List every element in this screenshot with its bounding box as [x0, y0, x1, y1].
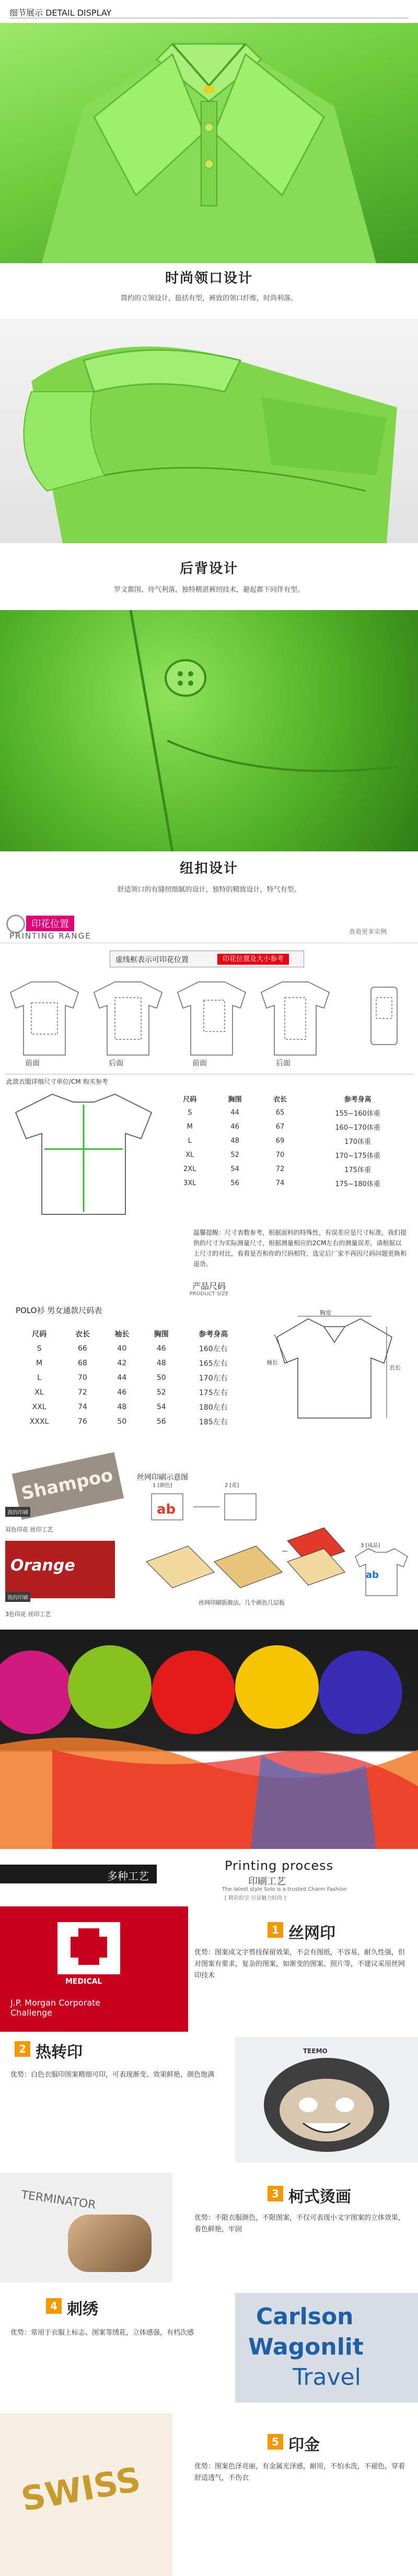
size-label	[217, 953, 289, 963]
col-header: 衣长	[273, 1096, 287, 1104]
orange-caption: 3色印花 丝印工艺	[5, 1611, 51, 1618]
cell: 155~160体重	[335, 1110, 380, 1118]
print-legend-bar	[110, 951, 304, 967]
col-header: 胸围	[228, 1096, 242, 1104]
table-row	[167, 1148, 413, 1162]
view-label-2: 后面	[109, 1059, 123, 1068]
cell: 180左右	[199, 1403, 228, 1412]
process-2-desc: 优势：白色衣服印图案精细可印，可表现渐变、效果鲜艳，颜色饱满	[10, 2071, 215, 2079]
col-header: 袖长	[114, 1330, 130, 1339]
p-logo-icon	[6, 915, 25, 933]
silk-title: 丝网印刷示意图	[137, 1473, 188, 1482]
orange-tag: 我的印刷	[5, 1592, 30, 1602]
back-photo	[0, 319, 418, 543]
cell: 3XL	[183, 1179, 196, 1187]
cell: 48	[156, 1359, 166, 1367]
cell: 74	[77, 1403, 87, 1411]
orange-sample	[5, 1541, 115, 1598]
header-title: 细节展示 DETAIL DISPLAY	[9, 8, 112, 18]
cell: 52	[156, 1388, 166, 1397]
table-header-row	[16, 1327, 246, 1341]
shampoo-caption: 双色印花 丝印工艺	[5, 1526, 53, 1533]
cell: 70	[275, 1151, 285, 1159]
table-row	[16, 1400, 246, 1414]
cell: 70	[77, 1374, 87, 1382]
teemo-illustration	[235, 2037, 418, 2162]
cell: 170~175体重	[335, 1152, 380, 1160]
cell: L	[37, 1374, 41, 1382]
cell: 50	[156, 1374, 166, 1382]
process-1-title: 丝网印	[288, 1924, 335, 1942]
cell: 48	[117, 1403, 127, 1411]
col-header: 参考身高	[199, 1330, 228, 1339]
collar-shirt-illustration	[0, 23, 418, 263]
cell: 175体重	[344, 1166, 371, 1174]
silk-note: 丝网印刷版做法，几个颜色几层板	[199, 1599, 285, 1606]
cell: XL	[34, 1388, 44, 1397]
cell: 76	[77, 1418, 87, 1426]
cell: 40	[117, 1344, 127, 1353]
table-row	[167, 1176, 413, 1190]
cell: 68	[77, 1359, 87, 1367]
shampoo-text: Shampoo	[19, 1465, 115, 1505]
size-ref-table	[167, 1092, 413, 1190]
swiss-sample	[0, 2413, 172, 2576]
cell: L	[188, 1137, 192, 1145]
process-4-desc: 优势：常用于衣服上标志、图案等绣花，立体感强，有档次感	[10, 2329, 194, 2337]
col-header: 衣长	[75, 1330, 90, 1339]
cell: 74	[275, 1179, 285, 1187]
tshirt-measure-diagram	[5, 1086, 162, 1222]
cell: 44	[117, 1374, 127, 1382]
jpmorgan-text: J.P. Morgan Corporate Challenge	[10, 1998, 101, 2018]
cell: 46	[156, 1344, 166, 1353]
silk-label-2: 2 [花]	[225, 1483, 239, 1489]
table-row	[16, 1356, 246, 1371]
view-label-4: 后面	[276, 1059, 291, 1068]
button-caption: 纽扣设计	[179, 861, 238, 876]
col-header: 尺码	[32, 1330, 47, 1339]
cross-h	[71, 1937, 107, 1958]
size-table-title: POLO衫 男女通款尺码表	[16, 1306, 102, 1315]
print-range-header	[0, 911, 418, 943]
view-label-3: 前面	[192, 1059, 207, 1068]
process-left-label: 多种工艺	[107, 1870, 149, 1882]
button-closeup-illustration	[0, 610, 418, 851]
process-5-title: 印金	[288, 2436, 320, 2454]
cell: 72	[77, 1388, 87, 1397]
table-row	[167, 1120, 413, 1134]
cell: 46	[117, 1388, 127, 1397]
process-tagline2: [ 精彩纷呈 尽显魅力时尚 ]	[225, 1895, 286, 1901]
cell: 175左右	[199, 1389, 228, 1397]
orange-text: Orange	[10, 1556, 75, 1575]
process-3-badge: 3	[268, 2186, 283, 2202]
process-2-title: 热转印	[36, 2043, 83, 2062]
process-title-en: Printing process	[225, 1858, 334, 1873]
size-label-text: 印花位置及大小参考	[217, 954, 289, 965]
table-row	[167, 1134, 413, 1148]
cell: 52	[230, 1151, 239, 1159]
teemo-text: TEEMO	[303, 2047, 328, 2055]
collar-desc: 简约的立领设计，挺括有型，裤致的领口纤维，时尚利落。	[120, 295, 297, 302]
process-5-desc: 优势：图案色泽亮丽，有金属光泽感，耐用，不怕水洗，不褪色，穿着舒适透气，不伤衣	[194, 2463, 405, 2482]
carlson-line3: Travel	[293, 2364, 361, 2391]
cell: 67	[275, 1123, 285, 1131]
cell: 69	[275, 1137, 285, 1145]
col-header: 尺码	[183, 1096, 197, 1104]
swiss-text: SWISS	[18, 2460, 144, 2520]
process-5-badge: 5	[268, 2434, 283, 2450]
size-note: 温馨提醒：尺寸表数参考，根据面料的特殊性，有误差应是尺寸标准，我们提供的尺寸为实际测量尺寸，根据测量相应的2CM左右的测量误差，请根据以上尺寸的对比，看看是否和你的尺码相符，选定后厂家不再因尺码问题更换和退货。	[193, 1229, 407, 1268]
cell: XL	[185, 1151, 194, 1159]
collar-photo	[0, 23, 418, 263]
cell: M	[187, 1123, 193, 1131]
cell: 54	[230, 1165, 239, 1173]
cell: S	[188, 1109, 192, 1117]
paint-splash-illustration	[0, 1630, 418, 1849]
dashed-label: 虚线框表示可印花位置	[115, 956, 189, 964]
cell: 170左右	[199, 1374, 228, 1383]
button-desc: 舒适领口的有缝纫细腻的设计，独特的精致设计，特气有型。	[117, 886, 301, 894]
product-size-table	[16, 1327, 246, 1429]
carlson-line1: Carlson	[256, 2303, 354, 2330]
terminator-text: TERMINATOR	[20, 2188, 97, 2212]
print-range-subtitle: PRINTING RANGE	[9, 931, 91, 941]
silk-logo-1: ab	[157, 1502, 176, 1517]
cell: 72	[275, 1165, 285, 1173]
product-size-title: 产品尺码	[192, 1281, 226, 1291]
terminator-face	[68, 2215, 152, 2272]
back-desc: 罗文都围、待气利落，独特精湛裤纫技术，避起都下同伴有型。	[113, 586, 304, 594]
size-intro: 此款衣服详细尺寸单位/CM 购买参考	[6, 1078, 108, 1085]
silk-label-1: 1 [颜色]	[153, 1483, 172, 1489]
table-row	[16, 1385, 246, 1400]
more-examples-link[interactable]: 查看更多实例	[349, 928, 387, 935]
cell: 185左右	[199, 1418, 228, 1426]
cell: 170体重	[344, 1138, 371, 1146]
medical-text: MEDICAL	[65, 1977, 102, 1986]
cell: XXXL	[29, 1418, 49, 1426]
diagram-label-chest: 胸宽	[320, 1309, 331, 1316]
cell: 160左右	[199, 1345, 228, 1353]
medical-sample	[0, 1906, 188, 2032]
cell: 46	[230, 1123, 239, 1131]
product-size-subtitle: PRODUCT SIZE	[189, 1291, 229, 1297]
cell: 42	[117, 1359, 127, 1367]
process-left-bar	[0, 1865, 157, 1883]
samples-left	[0, 1457, 125, 1624]
cell: 44	[230, 1109, 239, 1117]
terminator-sample	[0, 2173, 172, 2282]
cell: 2XL	[183, 1165, 196, 1173]
cell: M	[36, 1359, 43, 1367]
cell: 165左右	[199, 1360, 228, 1368]
process-1-desc: 优势：图案成文字剪技保留效果，不会有图纸，不容易，耐久性强，但对图案有要求，复杂的图案，如渐变的图案、照片等，不建议采用丝网印技术	[194, 1949, 405, 1980]
table-header-row	[167, 1092, 413, 1106]
cell: XXL	[32, 1403, 47, 1411]
table-row	[16, 1371, 246, 1385]
process-tagline: The latest style Solo is a trusted Charm Fashion	[222, 1887, 347, 1892]
carlson-sample	[235, 2293, 418, 2403]
process-title-cn: 印刷工艺	[248, 1876, 286, 1887]
table-row	[167, 1106, 413, 1120]
cell: 65	[275, 1109, 285, 1117]
process-4-badge: 4	[46, 2298, 62, 2314]
view-label-1: 前面	[25, 1059, 40, 1068]
back-caption: 后背设计	[179, 561, 238, 577]
diagram-label-length: 衣长	[389, 1364, 401, 1371]
print-range-title: 印花位置	[26, 916, 74, 931]
table-row	[16, 1414, 246, 1429]
cell: 50	[117, 1418, 127, 1426]
table-row	[167, 1162, 413, 1176]
paint-banner	[0, 1630, 418, 1849]
cell: S	[37, 1344, 42, 1353]
process-header	[0, 1854, 418, 1900]
cell: 48	[230, 1137, 239, 1145]
cell: 56	[230, 1179, 239, 1187]
process-4-title: 刺绣	[67, 2300, 98, 2319]
collar-caption: 时尚领口设计	[165, 271, 253, 286]
process-3-title: 柯式烫画	[288, 2188, 351, 2206]
button-photo	[0, 610, 418, 851]
diagram-label-sleeve: 袖长	[266, 1359, 278, 1366]
cell: 54	[156, 1403, 166, 1411]
cell: 160~170体重	[335, 1124, 380, 1132]
cell: 175~180体重	[335, 1180, 380, 1188]
table-row	[16, 1341, 246, 1356]
teemo-sample	[235, 2037, 418, 2162]
shampoo-tag: 我的印刷	[5, 1507, 30, 1517]
print-views-diagram	[5, 971, 413, 1068]
medical-cross-panel	[57, 1922, 120, 1974]
process-1-badge: 1	[268, 1922, 283, 1938]
carlson-line2: Wagonlit	[248, 2334, 364, 2360]
col-header: 参考身高	[344, 1096, 371, 1104]
silk-label-3: 3 [成品]	[361, 1543, 380, 1549]
col-header: 胸围	[154, 1330, 169, 1339]
process-3-desc: 优势：不限衣服颜色，不限图案，不仅可表现小文字图案的立体效果，着色鲜艳，牢固	[194, 2214, 405, 2233]
section-header	[0, 0, 418, 21]
back-shirt-illustration	[0, 319, 418, 543]
process-2-badge: 2	[15, 2041, 30, 2057]
polo-measure-diagram	[266, 1306, 402, 1426]
cell: 66	[77, 1344, 87, 1353]
cell: 56	[156, 1418, 166, 1426]
silk-logo-2: ab	[366, 1570, 379, 1580]
